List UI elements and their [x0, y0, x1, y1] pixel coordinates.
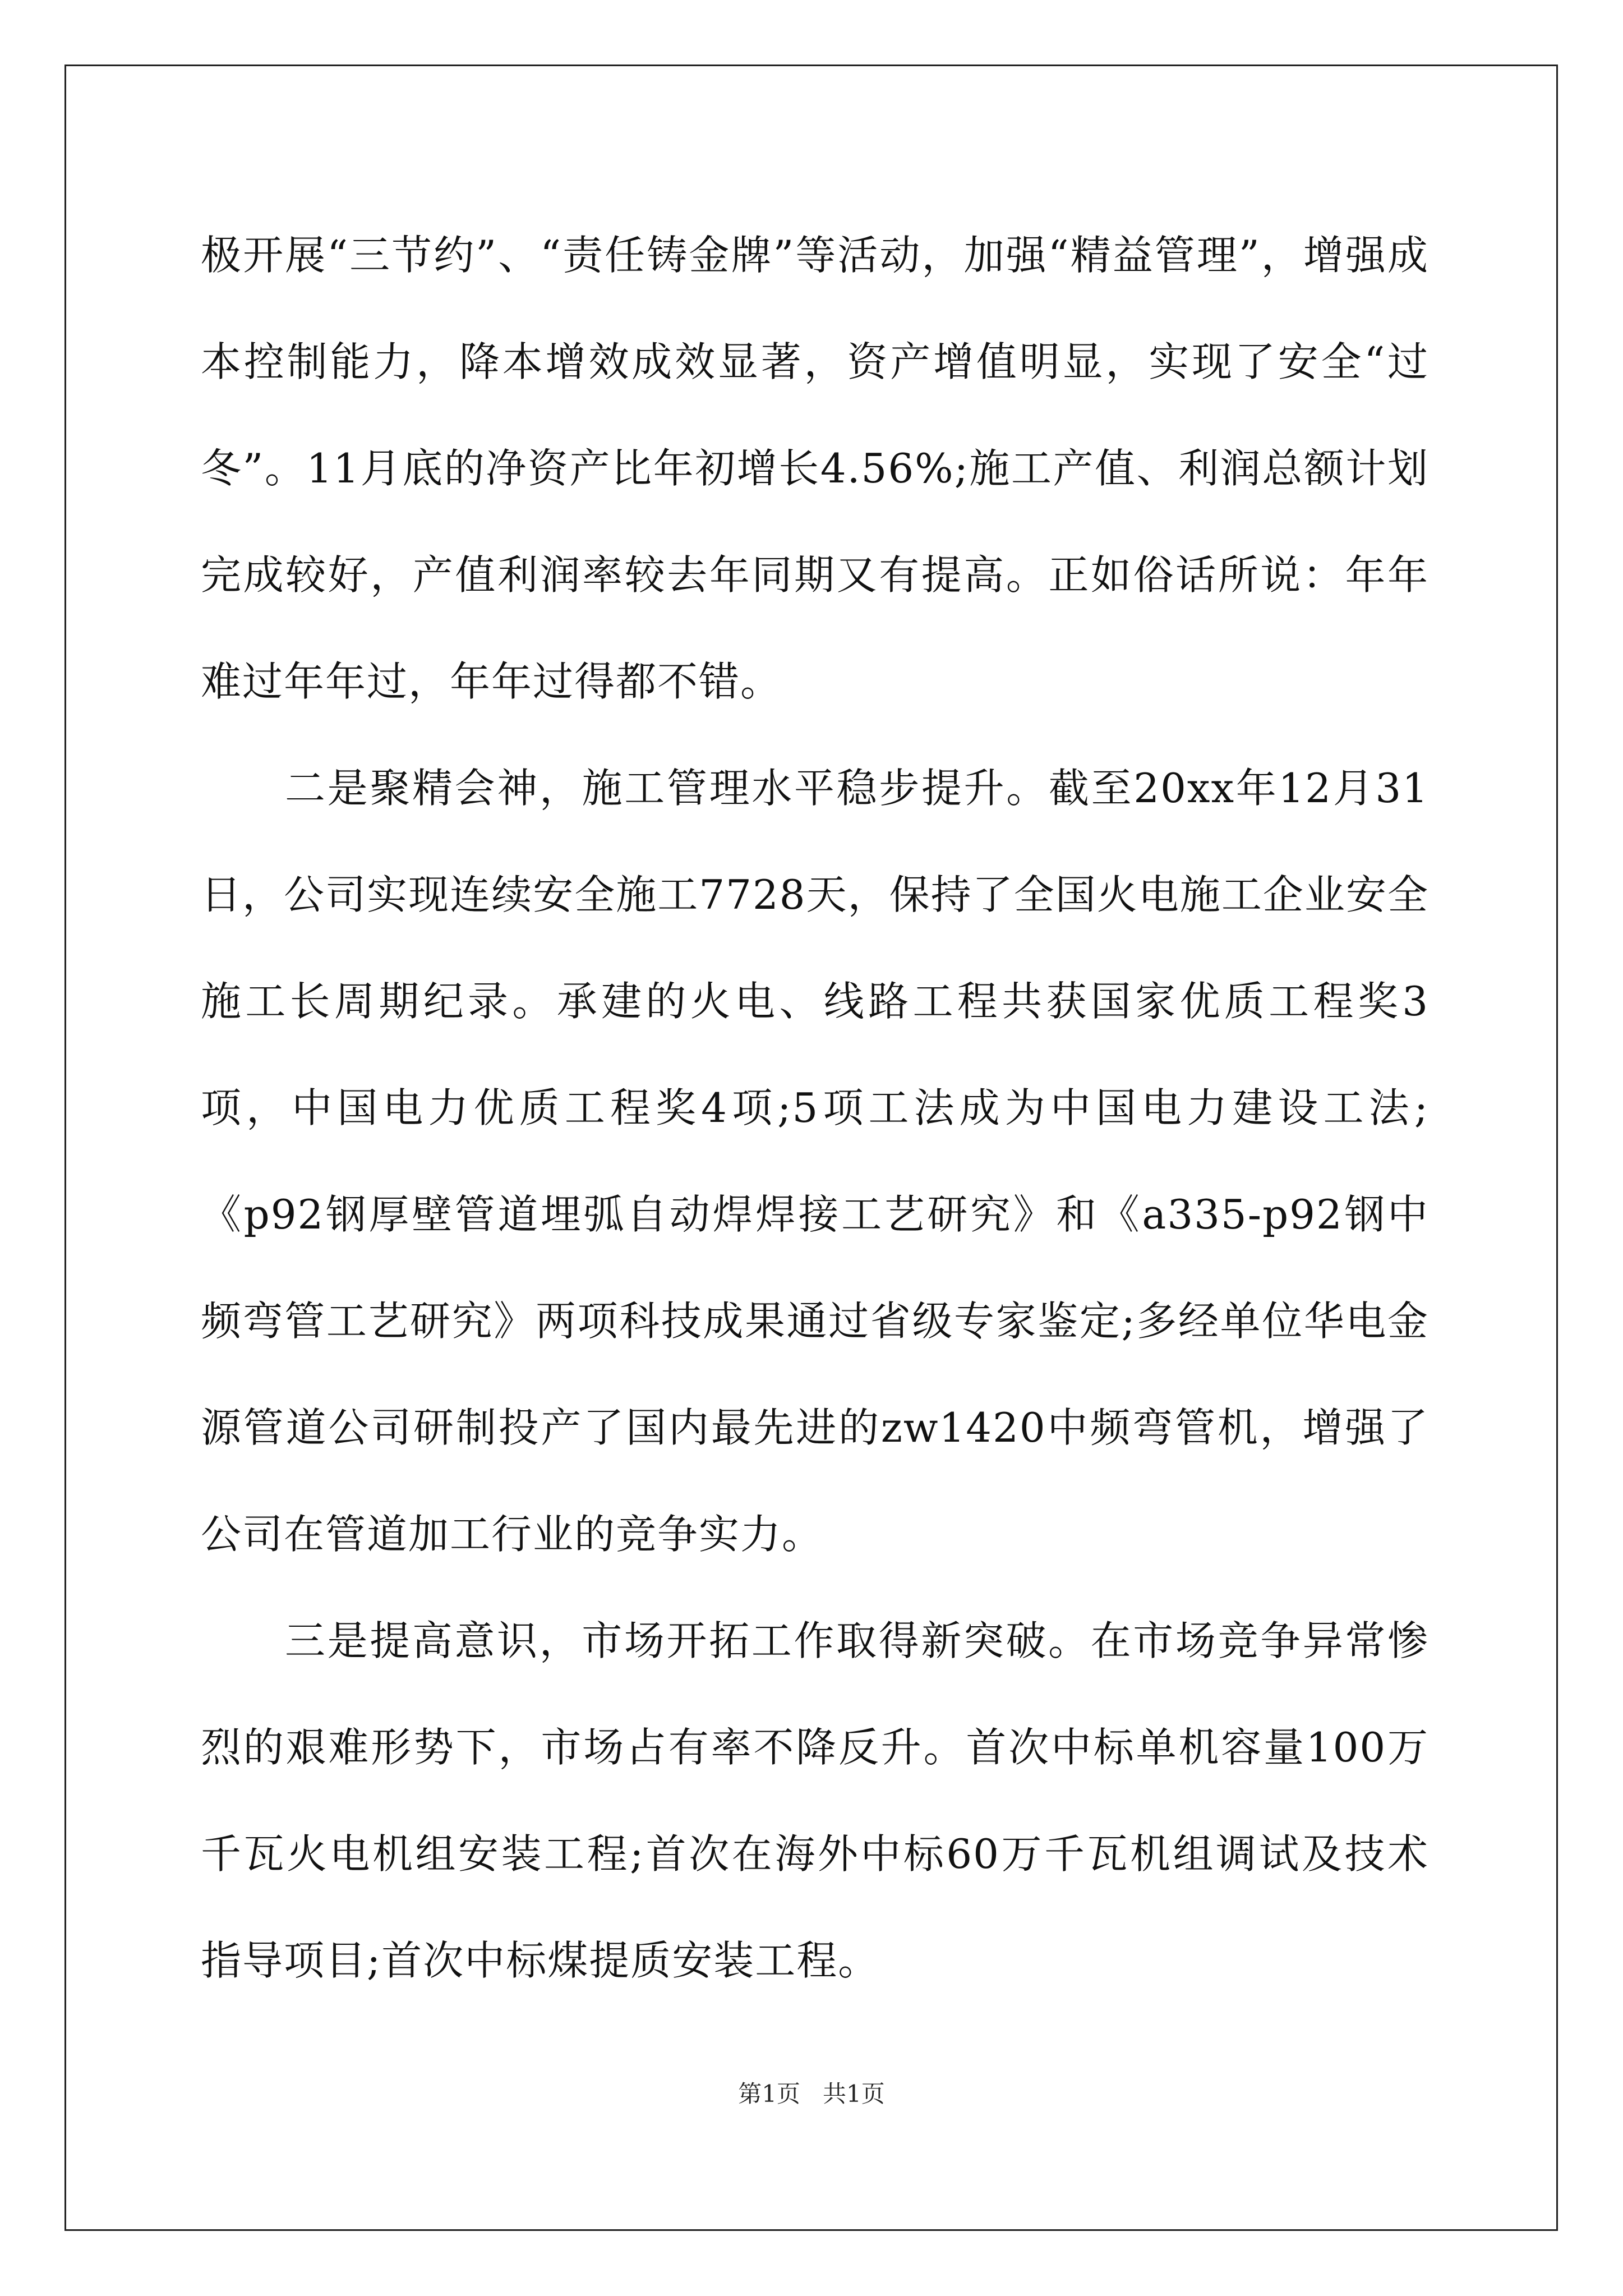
paragraph-construction-management: 二是聚精会神，施工管理水平稳步提升。截至20xx年12月31日，公司实现连续安全施工7728天，保持了全国火电施工企业安全施工长周期纪录。承建的火电、线路工程共获国家优质工程奖3项，中国电力优质工程奖4项;5项工法成为中国电力建设工法;《p92钢厚壁管道埋弧自动焊焊接工艺研究》和《a335-p92钢中频弯管工艺研究》两项科技成果通过省级专家鉴定;多经单位华电金源管道公司研制投产了国内最先进的zw1420中频弯管机，增强了公司在管道加工行业的竞争实力。 — [201, 765, 1429, 1558]
page-total: 共1页 — [823, 2080, 885, 2108]
page-number: 第1页 — [738, 2080, 800, 2108]
paragraph-continuation: 极开展“三节约”、“责任铸金牌”等活动，加强“精益管理”，增强成本控制能力，降本增效成效显著，资产增值明显，实现了安全“过冬”。11月底的净资产比年初增长4.56%;施工产值、利润总额计划完成较好，产值利润率较去年同期又有提高。正如俗话所说：年年难过年年过，年年过得都不错。 — [201, 232, 1429, 705]
document-body — [201, 202, 1429, 2014]
paragraph-market-expansion: 三是提高意识，市场开拓工作取得新突破。在市场竞争异常惨烈的艰难形势下，市场占有率不降反升。首次中标单机容量100万千瓦火电机组安装工程;首次在海外中标60万千瓦机组调试及技术指导项目;首次中标煤提质安装工程。 — [201, 1617, 1429, 1984]
page-footer — [0, 2076, 1623, 2109]
